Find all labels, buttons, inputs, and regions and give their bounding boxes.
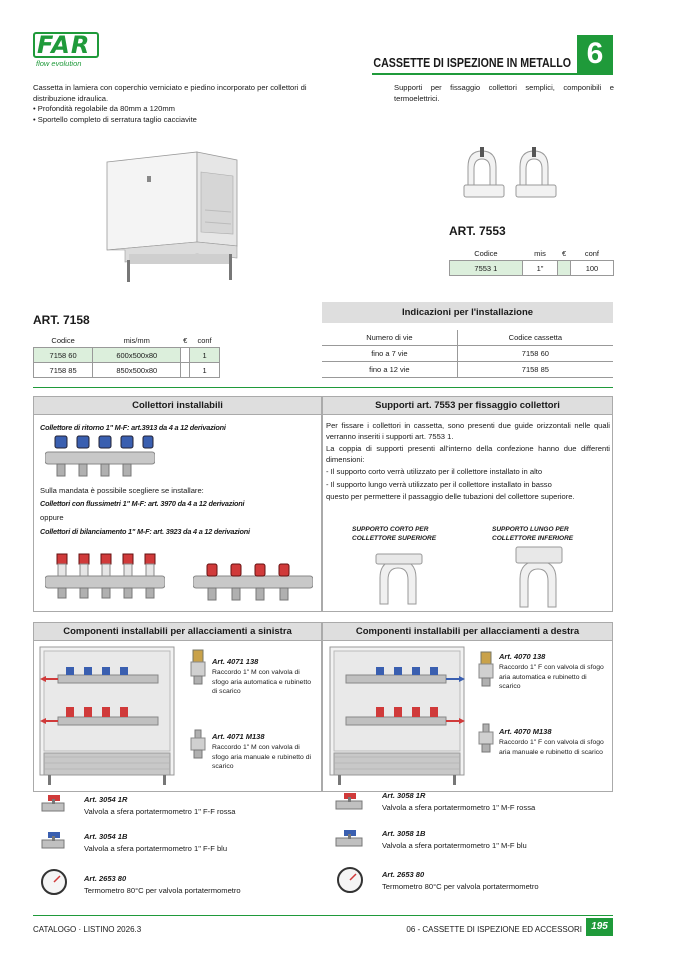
cell-size: 1" bbox=[522, 261, 557, 276]
art-3054-1r-desc: Valvola a sfera portatermometro 1" F-F rossa bbox=[84, 807, 236, 816]
col-header: € bbox=[181, 334, 190, 348]
manifold-flow-image bbox=[45, 550, 165, 600]
table-row bbox=[322, 362, 613, 378]
header-rule bbox=[372, 73, 613, 75]
intro-bullet: • Profondità regolabile da 80mm a 120mm bbox=[33, 104, 308, 115]
table-row bbox=[34, 348, 220, 363]
installation-table bbox=[322, 330, 613, 378]
cell-cabinet: 7158 85 bbox=[457, 362, 613, 378]
art-4070-m138-desc: Raccordo 1" F con valvola di sfogo aria manuale e rubinetto di scarico bbox=[499, 739, 604, 756]
valve-blue-image bbox=[40, 830, 66, 852]
art-7158-title: ART. 7158 bbox=[33, 313, 90, 327]
footer-rule bbox=[33, 915, 613, 916]
cell-conf: 100 bbox=[570, 261, 613, 276]
clamp-image bbox=[460, 145, 580, 205]
thermometer-image-right bbox=[336, 866, 364, 894]
table-row bbox=[34, 363, 220, 378]
col-header: mis bbox=[522, 247, 557, 261]
footer-section: 06 - CASSETTE DI ISPEZIONE ED ACCESSORI bbox=[406, 925, 582, 934]
support-short-label bbox=[352, 525, 436, 543]
art-3054-1b-code: Art. 3054 1B bbox=[84, 832, 128, 841]
art-2653-80-code-left: Art. 2653 80 bbox=[84, 874, 127, 883]
thermometer-image bbox=[40, 868, 68, 896]
art-7553-table bbox=[449, 247, 614, 276]
cabinet-image bbox=[105, 150, 245, 285]
art-7553-title: ART. 7553 bbox=[449, 224, 506, 238]
art-2653-80-desc-right: Termometro 80°C per valvola portatermometro bbox=[382, 882, 539, 891]
intro-paragraph: Cassetta in lamiera con coperchio verniciato e piedino incorporato per collettori di distribuzione idraulica. bbox=[33, 83, 307, 103]
supporti-paragraph: Per fissare i collettori in cassetta, sono presenti due guide orizzontali nelle quali verranno inseriti i supporti art. 7553 1. bbox=[326, 421, 610, 441]
section-number: 6 bbox=[577, 35, 613, 73]
col-header: mis/mm bbox=[93, 334, 181, 348]
art-3054-1b-desc: Valvola a sfera portatermometro 1" F-F blu bbox=[84, 844, 228, 853]
logo-tagline: flow evolution bbox=[36, 59, 82, 68]
destra-heading: Componenti installabili per allacciamenti a destra bbox=[323, 623, 612, 641]
art-4070-m138-code: Art. 4070 M138 bbox=[499, 727, 552, 736]
art-4070-138-desc: Raccordo 1" F con valvola di sfogo aria automatica e rubinetto di scarico bbox=[499, 664, 604, 690]
fitting-4070-m138-image bbox=[476, 722, 496, 754]
intro-text bbox=[33, 83, 308, 125]
cell-size: 850x500x80 bbox=[93, 363, 181, 378]
support-long-image bbox=[510, 545, 570, 609]
col-header: Codice cassetta bbox=[457, 330, 613, 346]
cell-code: 7158 60 bbox=[34, 348, 93, 363]
table-row bbox=[322, 346, 613, 362]
supports-intro: Supporti per fissaggio collettori semplici, componibili e termoelettrici. bbox=[394, 83, 614, 103]
supporti-text bbox=[326, 421, 610, 505]
valve-red-image bbox=[40, 793, 66, 815]
cell-price bbox=[181, 363, 190, 378]
logo-text: FAR bbox=[37, 31, 91, 59]
valve-red-mf-image bbox=[334, 791, 364, 813]
oppure-text: oppure bbox=[40, 513, 64, 522]
art-3054-1r-code: Art. 3054 1R bbox=[84, 795, 128, 804]
support-long-label bbox=[492, 525, 573, 543]
cell-cabinet: 7158 60 bbox=[457, 346, 613, 362]
art-4071-138-code: Art. 4071 138 bbox=[212, 657, 259, 666]
mandata-note: Sulla mandata è possibile scegliere se installare: bbox=[40, 486, 204, 495]
support-short-line: SUPPORTO CORTO PER bbox=[352, 526, 429, 533]
col-header: conf bbox=[190, 334, 220, 348]
supporti-paragraph: questo per permettere il passaggio delle tubazioni del collettore superiore. bbox=[326, 492, 575, 501]
col-header: conf bbox=[570, 247, 613, 261]
supporti-paragraph: La coppia di supporti presenti all'interno della confezione hanno due differenti dimensioni: bbox=[326, 444, 610, 464]
collettori-heading: Collettori installabili bbox=[34, 397, 321, 415]
page-number: 195 bbox=[586, 918, 613, 936]
col-header: € bbox=[558, 247, 571, 261]
cell-size: 600x500x80 bbox=[93, 348, 181, 363]
fitting-4071-m138-image bbox=[188, 728, 208, 760]
col-header: Codice bbox=[450, 247, 523, 261]
supporti-paragraph: - Il supporto corto verrà utilizzato per il collettore installato in alto bbox=[326, 467, 543, 476]
col-header: Numero di vie bbox=[322, 330, 457, 346]
cell-code: 7158 85 bbox=[34, 363, 93, 378]
brand-logo bbox=[33, 32, 103, 72]
support-short-line: COLLETTORE SUPERIORE bbox=[352, 535, 437, 542]
valve-blue-mf-image bbox=[334, 828, 364, 850]
art-4071-138-desc: Raccordo 1" M con valvola di sfogo aria automatica e rubinetto di scarico bbox=[212, 669, 311, 695]
manifold-return-image bbox=[45, 434, 155, 478]
art-4071-m138-code: Art. 4071 M138 bbox=[212, 732, 265, 741]
support-long-line: COLLETTORE INFERIORE bbox=[492, 535, 574, 542]
cell-conf: 1 bbox=[190, 363, 220, 378]
art-3058-1b-desc: Valvola a sfera portatermometro 1" M-F blu bbox=[382, 841, 527, 850]
cell-price bbox=[181, 348, 190, 363]
col-header: Codice bbox=[34, 334, 93, 348]
supporti-heading: Supporti art. 7553 per fissaggio collettori bbox=[323, 397, 612, 415]
cell-ways: fino a 7 vie bbox=[322, 346, 457, 362]
art-4071-m138-desc: Raccordo 1" M con valvola di sfogo aria manuale e rubinetto di scarico bbox=[212, 744, 311, 770]
art-7158-table bbox=[33, 334, 220, 378]
support-long-line: SUPPORTO LUNGO PER bbox=[492, 526, 569, 533]
collettore-ritorno: Collettore di ritorno 1" M-F: art.3913 da 4 a 12 derivazioni bbox=[40, 423, 226, 432]
cabinet-right-connections-image bbox=[328, 645, 468, 785]
fitting-4070-138-image bbox=[476, 650, 496, 688]
installation-heading: Indicazioni per l'installazione bbox=[322, 302, 613, 323]
footer-catalog: CATALOGO · LISTINO 2026.3 bbox=[33, 925, 142, 934]
collettore-bilanciamento: Collettori di bilanciamento 1" M-F: art. 3923 da 4 a 12 derivazioni bbox=[40, 527, 250, 536]
cell-conf: 1 bbox=[190, 348, 220, 363]
art-2653-80-desc-left: Termometro 80°C per valvola portatermometro bbox=[84, 886, 241, 895]
cell-code: 7553 1 bbox=[450, 261, 523, 276]
intro-bullet: • Sportello completo di serratura taglio cacciavite bbox=[33, 115, 308, 126]
collettore-flussimetri: Collettori con flussimetri 1" M-F: art. 3970 da 4 a 12 derivazioni bbox=[40, 499, 245, 508]
support-short-image bbox=[370, 548, 430, 606]
supporti-paragraph: - Il supporto lungo verrà utilizzato per il collettore installato in basso bbox=[326, 479, 552, 489]
manifold-balance-image bbox=[193, 560, 313, 602]
section-title: CASSETTE DI ISPEZIONE IN METALLO bbox=[373, 55, 571, 70]
art-3058-1b-code: Art. 3058 1B bbox=[382, 829, 426, 838]
art-4070-138-code: Art. 4070 138 bbox=[499, 652, 546, 661]
fitting-4071-138-image bbox=[188, 648, 208, 686]
table-row bbox=[450, 261, 614, 276]
art-2653-80-code-right: Art. 2653 80 bbox=[382, 870, 425, 879]
sinistra-heading: Componenti installabili per allacciamenti a sinistra bbox=[34, 623, 321, 641]
cabinet-left-connections-image bbox=[38, 645, 176, 785]
cell-ways: fino a 12 vie bbox=[322, 362, 457, 378]
intro-bullets bbox=[33, 104, 308, 125]
section-rule bbox=[33, 387, 613, 388]
art-3058-1r-code: Art. 3058 1R bbox=[382, 791, 426, 800]
art-3058-1r-desc: Valvola a sfera portatermometro 1" M-F rossa bbox=[382, 803, 536, 812]
cell-price bbox=[558, 261, 571, 276]
